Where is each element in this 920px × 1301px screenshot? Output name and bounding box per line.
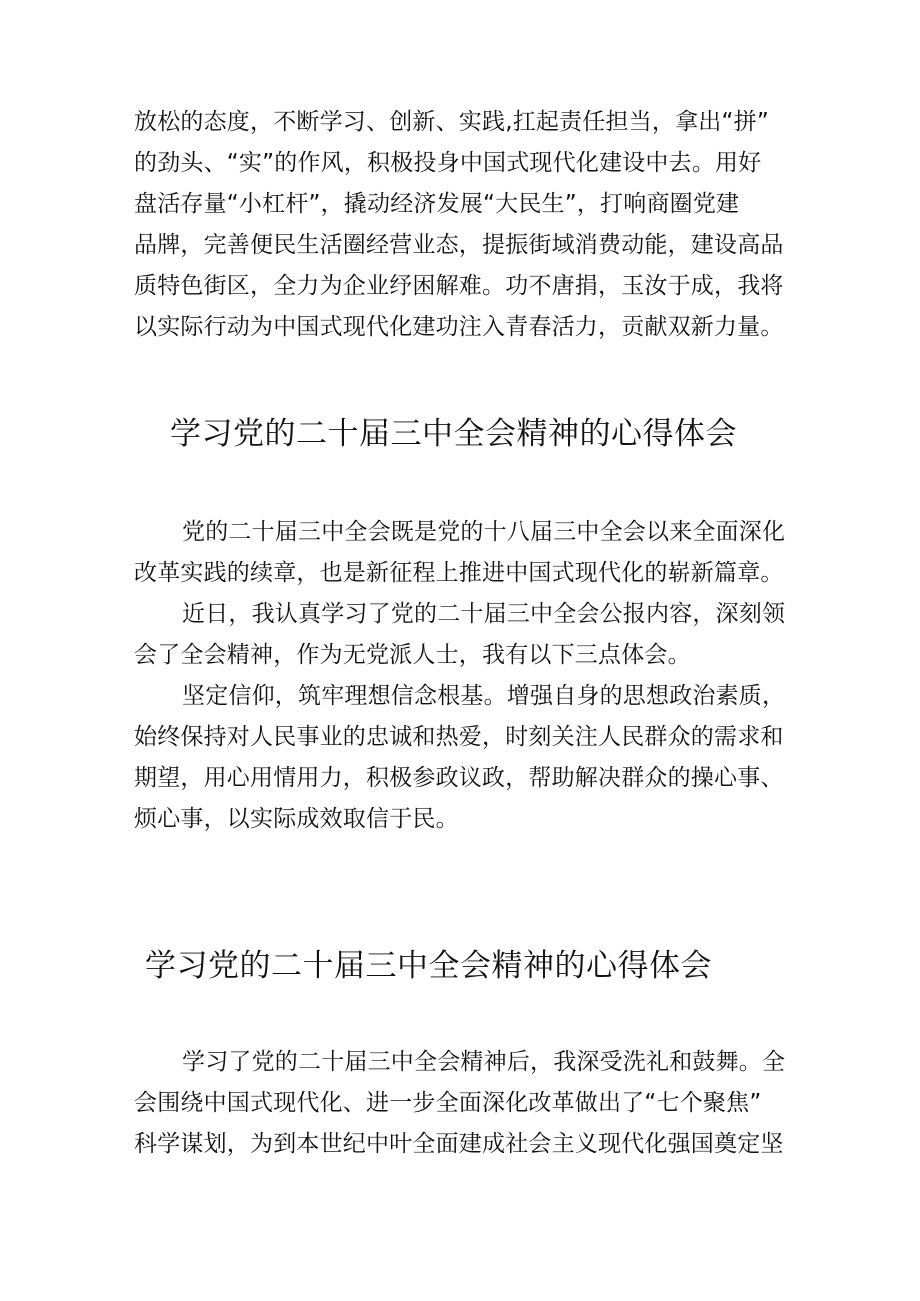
paragraph-line: 期望，用心用情用力，积极参政议政，帮助解决群众的操心事、 xyxy=(134,765,784,791)
paragraph-line: 以实际行动为中国式现代化建功注入青春活力，贡献双新力量。 xyxy=(134,314,784,340)
paragraph-line: 始终保持对人民事业的忠诚和热爱，时刻关注人民群众的需求和 xyxy=(134,724,784,750)
paragraph-line: 盘活存量“小杠杆”，撬动经济发展“大民生”，打响商圈党建 xyxy=(134,191,740,217)
paragraph-line: 品牌，完善便民生活圈经营业态，提振街域消费动能，建设高品 xyxy=(134,232,784,258)
paragraph-line: 党的二十届三中全会既是党的十八届三中全会以来全面深化 xyxy=(182,519,786,545)
section-title: 学习党的二十届三中全会精神的心得体会 xyxy=(170,416,737,452)
paragraph-line: 烦心事，以实际成效取信于民。 xyxy=(134,806,459,832)
paragraph-line: 会围绕中国式现代化、进一步全面深化改革做出了“七个聚焦” xyxy=(134,1090,762,1116)
paragraph-line: 放松的态度，不断学习、创新、实践,扛起责任担当，拿出“拼” xyxy=(134,109,769,135)
section1-body xyxy=(134,512,794,840)
paragraph-line: 的劲头、“实”的作风，积极投身中国式现代化建设中去。用好 xyxy=(134,150,762,176)
paragraph-line: 质特色街区，全力为企业纾困解难。功不唐捐，玉汝于成，我将 xyxy=(134,273,784,299)
paragraph-line: 近日，我认真学习了党的二十届三中全会公报内容，深刻领 xyxy=(182,601,786,627)
paragraph-line: 会了全会精神，作为无党派人士，我有以下三点体会。 xyxy=(134,642,691,668)
paragraph-line: 科学谋划，为到本世纪中叶全面建成社会主义现代化强国奠定坚 xyxy=(134,1131,784,1157)
paragraph-line: 改革实践的续章，也是新征程上推进中国式现代化的崭新篇章。 xyxy=(134,560,784,586)
section-title: 学习党的二十届三中全会精神的心得体会 xyxy=(145,948,712,984)
section2-body xyxy=(134,1042,794,1165)
continuation-paragraph xyxy=(134,102,794,348)
paragraph-line: 学习了党的二十届三中全会精神后，我深受洗礼和鼓舞。全 xyxy=(182,1049,786,1075)
paragraph-line: 坚定信仰，筑牢理想信念根基。增强自身的思想政治素质， xyxy=(182,683,786,709)
